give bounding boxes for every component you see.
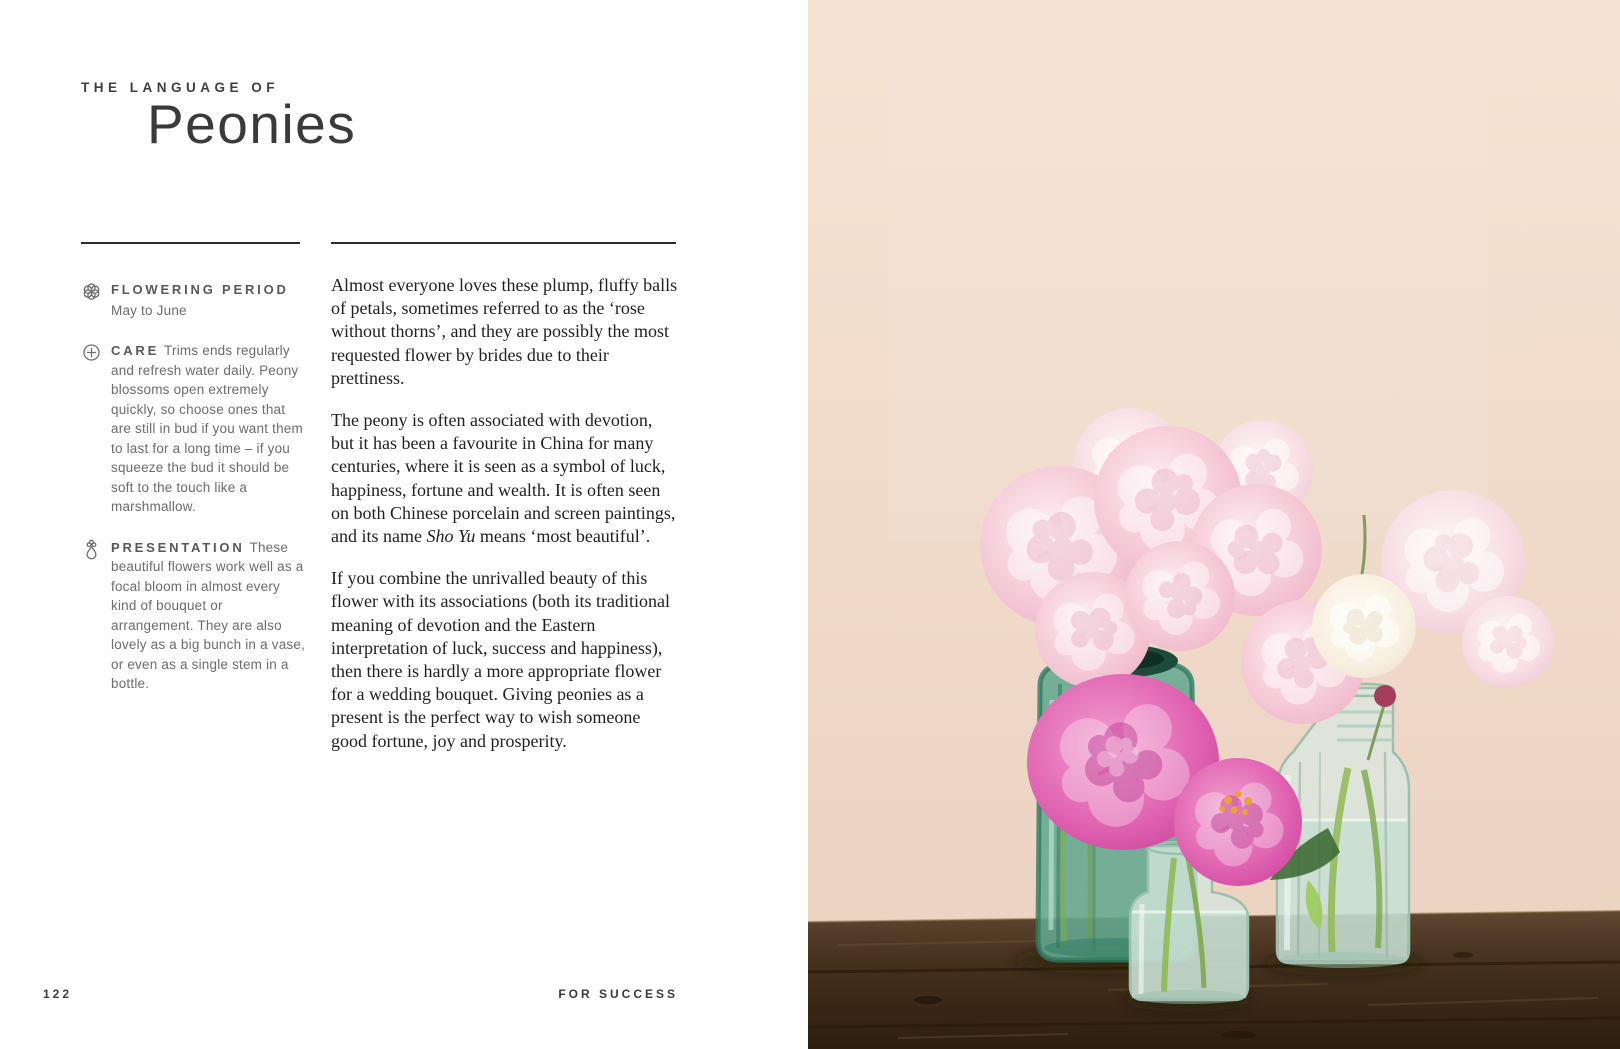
fact-value: These beautiful flowers work well as a focal bloom in almost every kind of bouquet or arrangement. They are also lovely as a big bunch in a vase, or even as a single stem in a bottle. (111, 539, 306, 691)
paragraph-1: Almost everyone loves these plump, fluffy balls of petals, sometimes referred to as the ‘rose without thorns’, and they are possibly the most requested flower by brides due to their prettiness. (331, 275, 678, 388)
page-title: Peonies (147, 93, 357, 155)
plus-circle-icon (81, 342, 103, 364)
flower-rosette-icon (81, 281, 103, 303)
flower-chinese-name: Sho Yu (426, 526, 476, 547)
peony-bloom (1174, 758, 1302, 886)
fact-text (111, 341, 307, 517)
fact-label: FLOWERING PERIOD (111, 282, 289, 297)
paragraph-2-end: means ‘most beautiful’. (475, 526, 651, 547)
fact-label: PRESENTATION (111, 539, 245, 555)
fact-flowering-period (81, 280, 307, 320)
fact-value: May to June (111, 302, 187, 318)
peony-bloom (1125, 541, 1235, 651)
bud-vase-icon (81, 539, 103, 561)
peonies-photo (808, 0, 1620, 1049)
fact-list (81, 280, 307, 715)
sidebar-rule (81, 242, 300, 244)
kicker: THE LANGUAGE OF (81, 80, 279, 95)
paragraph-2 (331, 409, 679, 548)
paragraph-2-text: The peony is often associated with devotion, but it has been a favourite in China for many centuries, where it is seen as a symbol of luck, happiness, fortune and wealth. It is often seen on both Chinese porcelain and screen paintings, and its name (331, 410, 676, 547)
fact-presentation (81, 538, 307, 694)
fact-care (81, 341, 307, 517)
fact-value: Trims ends regularly and refresh water daily. Peony blossoms open extremely quickly, so choose ones that are still in bud if you want them to last for a long time – if you squeeze the bud it should be soft to the touch like a marshmallow. (111, 343, 303, 514)
peony-bloom (1462, 596, 1554, 688)
peony-bloom (1312, 574, 1416, 678)
paragraph-3: If you combine the unrivalled beauty of this flower with its associations (both its traditional meaning of devotion and the Eastern interpretation of luck, success and happiness), then there is hardly a more appropriate flower for a wedding bouquet. Giving peonies as a present is the perfect way to wish someone good fortune, joy and prosperity. (331, 568, 670, 751)
running-footer: FOR SUCCESS (558, 987, 678, 1001)
peony-bud (1374, 685, 1396, 707)
page-number: 122 (43, 987, 73, 1001)
fact-text (111, 280, 294, 320)
fact-text (111, 538, 307, 694)
fact-label: CARE (111, 343, 160, 358)
body-text (331, 274, 679, 753)
body-rule (331, 242, 676, 244)
